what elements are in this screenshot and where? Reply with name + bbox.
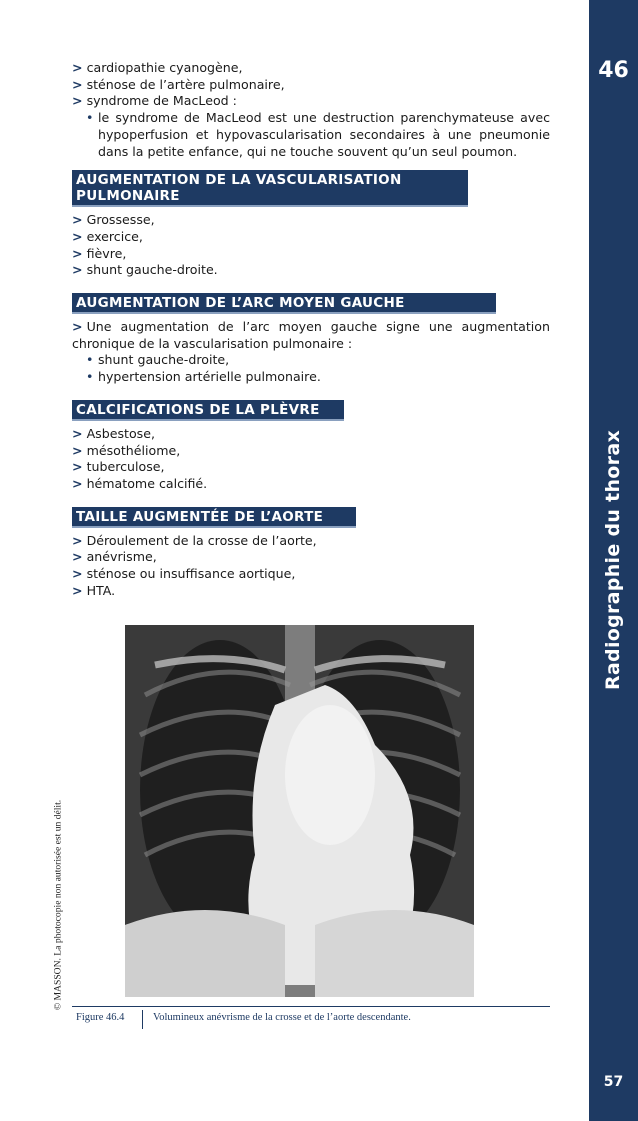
- list-item: > tuberculose,: [72, 459, 165, 475]
- list-item: > hématome calcifié.: [72, 475, 208, 491]
- section-heading: AUGMENTATION DE L’ARC MOYEN GAUCHE: [72, 293, 496, 314]
- page-number: 57: [603, 1074, 624, 1090]
- chest-xray-image: [125, 625, 474, 997]
- intro-list: [72, 60, 550, 160]
- list-item: > exercice,: [72, 228, 143, 244]
- sub-bullet: • hypertension artérielle pulmonaire.: [86, 369, 321, 385]
- paragraph: > Une augmentation de l’arc moyen gauche signe une augmentation chronique de la vascularisation pulmonaire :: [72, 319, 550, 351]
- section-list: [72, 533, 550, 600]
- sub-bullet: • le syndrome de MacLeod est une destruction parenchymateuse avec hypoperfusion et hypovascularisation secondaires à une pneumonie dans la petite enfance, qui ne touche souvent qu’un seul poumon.: [86, 110, 550, 159]
- list-item: > Asbestose,: [72, 425, 155, 441]
- chapter-title: Radiographie du thorax: [602, 429, 624, 691]
- list-item: > sténose de l’artère pulmonaire,: [72, 76, 285, 92]
- section-heading: CALCIFICATIONS DE LA PLÈVRE: [72, 400, 344, 421]
- list-item: > fièvre,: [72, 245, 127, 261]
- figure-label: Figure 46.4: [72, 1010, 143, 1029]
- chapter-number: 46: [598, 58, 629, 83]
- list-item: > sténose ou insuffisance aortique,: [72, 566, 296, 582]
- section-list: [72, 212, 550, 279]
- figure-caption: [72, 1010, 411, 1029]
- section-heading: AUGMENTATION DE LA VASCULARISATION PULMONAIRE: [72, 170, 468, 207]
- list-item: > syndrome de MacLeod :: [72, 93, 237, 109]
- section-heading: TAILLE AUGMENTÉE DE L’AORTE: [72, 507, 356, 528]
- list-item: > anévrisme,: [72, 549, 157, 565]
- section-body: [72, 319, 550, 386]
- list-item: > cardiopathie cyanogène,: [72, 60, 243, 75]
- sub-bullet: • shunt gauche-droite,: [86, 352, 230, 368]
- caption-rule: [72, 1006, 550, 1007]
- page-content: [72, 60, 550, 599]
- list-item: > Déroulement de la crosse de l’aorte,: [72, 532, 317, 548]
- list-item: > Grossesse,: [72, 212, 155, 228]
- copyright-notice: © MASSON. La photocopie non autorisée est un délit.: [52, 799, 64, 1011]
- list-item: > HTA.: [72, 582, 116, 598]
- list-item: > mésothéliome,: [72, 442, 181, 458]
- xray-drawing: [125, 625, 474, 997]
- section-list: [72, 426, 550, 493]
- list-item: > shunt gauche-droite.: [72, 262, 218, 278]
- figure-caption-text: Volumineux anévrisme de la crosse et de l’aorte descendante.: [153, 1012, 411, 1023]
